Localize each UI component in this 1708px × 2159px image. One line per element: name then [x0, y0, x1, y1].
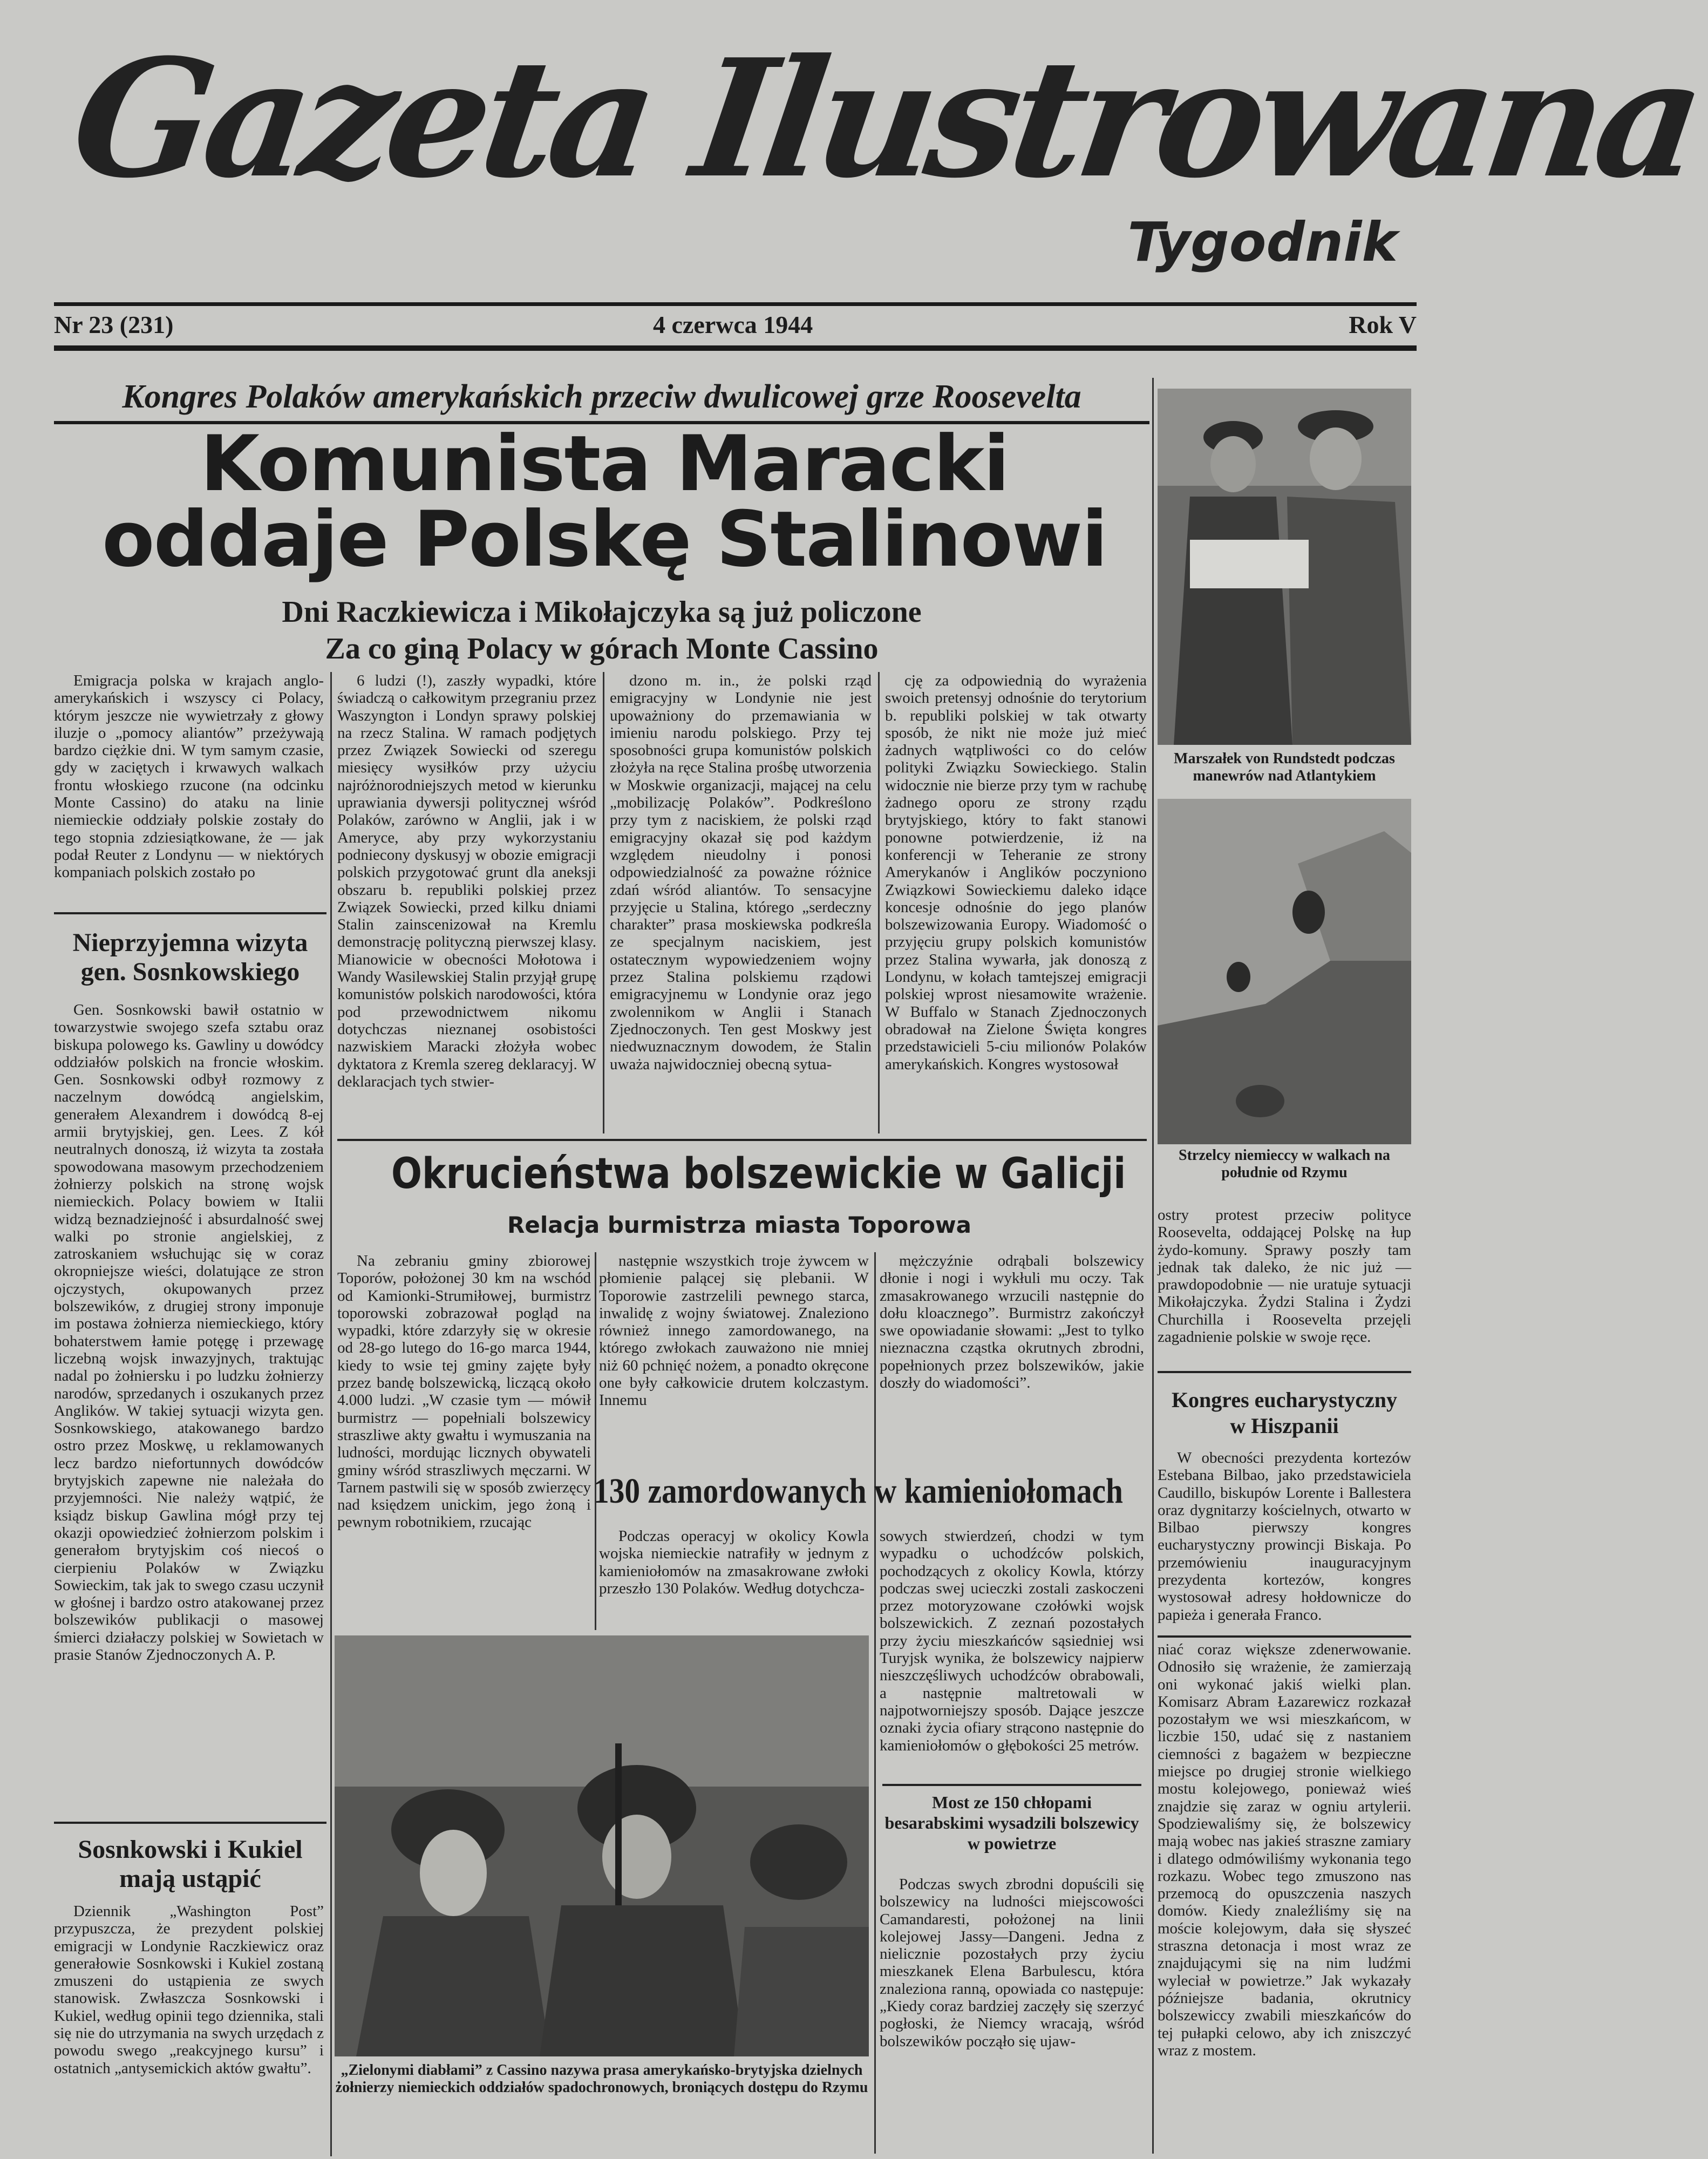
lead-kicker: Kongres Polaków amerykańskich przeciw dwulicowej grze Roosevelta [54, 378, 1149, 424]
riflemen-caption: Strzelcy niemieccy w walkach na południe od Rzymu [1179, 1147, 1390, 1181]
paratroopers-photo [335, 1635, 869, 2056]
kukiel-body: Dziennik „Washington Post” przypuszcza, że prezydent polskiej emigracji w Londynie Raczkiewicz oraz generałowie Sosnkowski i Kukiel zostaną zmuszeni do ustąpienia ze swych stanowisk. Zwłaszcza Sosnkowski i Kukiel, według opinii tego dziennika, stali się nie do utrzymania na swych urzędach z powodu swego „reakcyjnego kursu” i ostatnich „antysemickich aktów gwałtu”. [54, 1903, 324, 2077]
column-divider [603, 672, 604, 1133]
rundstedt-photo [1158, 389, 1411, 745]
lead-headline [54, 419, 1155, 588]
paratroopers-caption: „Zielonymi diabłami” z Cassino nazywa prasa amerykańsko-brytyjska dzielnych żołnierzy niemieckich oddziałów spadochronowych, broniących dostępu do Rzymu [335, 2062, 868, 2096]
column-divider [330, 672, 332, 2156]
lead-headline-line1: Komunista Maracki [200, 419, 1009, 508]
newspaper-subtitle: Tygodnik [1127, 211, 1398, 274]
column-divider [878, 672, 880, 1133]
lead-continuation: ostry protest przeciw polityce Roosevelta, oddającej Polskę na łup żydo-komuny. Sprawy poszły tam jednak tak daleko, że nic już — prawdopodobnie — nie uratuje sytuacji Mikołajczyka. Żydzi Stalina i Żydzi Churchilla i Roosevelta przejęli zagadnienie polskie w swoje ręce. [1158, 1206, 1411, 1346]
congress-headline: Kongres eucharystyczny w Hiszpanii [1171, 1388, 1398, 1438]
issue-year: Rok V [1349, 311, 1417, 338]
galicia-column-2: następnie wszystkich troje żywcem w płomienie palącej się plebanii. W Toporowie zastrzelili pewnego starca, inwalidę z wojny światowej. Znaleziono również innego zamordowanego, na którego zwłokach zauważono nie mniej niż 60 pchnięć nożem, a ponadto okręcone one były całkowicie drutem kolczastym. Innemu [599, 1252, 869, 1409]
issue-date: 4 czerwca 1944 [653, 311, 813, 338]
kowel-headline: 130 zamordowanych w kamieniołomach [594, 1471, 1123, 1511]
masthead-rule-top [54, 302, 1417, 306]
section-rule [337, 1139, 1147, 1141]
newspaper-title: Gazeta Ilustrowana [62, 23, 1708, 214]
galicia-column-1: Na zebraniu gminy zbiorowej Toporów, położonej 30 km na wschód od Kamionki-Strumiłowej, burmistrz toporowski zobrazował pogląd na wypadki, które zdarzyły się w okresie od 28-go lutego do 16-go marca 1944, kiedy to wsie tej gminy zajęte były przez bandę bolszewicką, liczącą około 4.000 ludzi. „W czasie tym — mówił burmistrz — popełniali bolszewicy straszliwe akty gwałtu i wymuszania na ludności, mordując licznych obywateli gminy wśród straszliwych męczarni. W Tarnem pastwili się w sposób zwierzęcy nad księdzem unickim, jego żoną i pewnym robotnikiem, rzucając [337, 1252, 591, 1531]
lead-column-2: 6 ludzi (!), zaszły wypadki, które świadczą o całkowitym przegraniu przez Waszyngton i Londyn sprawy polskiej na rzecz Stalina. W ramach podjętych przez Związek Sowiecki od szeregu miesięcy wysiłków przy użyciu najróżnorodniejszych metod w kierunku uprawiania dywersji politycznej wśród Polaków, zarówno w Anglii, jak i w Ameryce, aby przy wykorzystaniu podniecony dyskusyj w obozie emigracji polskich przygotować grunt dla aneksji obszaru b. republiki polskiej przez Związek Sowiecki, przed kilku dniami Stalin zainscenizował na Kremlu demonstrację polityczną pierwszej klasy. Mianowicie w obecności Mołotowa i Wandy Wasilewskiej Stalin przyjął grupę komunistów polskich narodowości, która pod przewodnictwem nikomu dotychczas nieznanej osobistości nazwiskiem Maracki złożyła wobec dyktatora z Kremla szereg deklaracyj. W deklaracjach tych stwier- [337, 672, 596, 1090]
lead-subhead-line2: Za co giną Polacy w górach Monte Cassino [325, 632, 879, 666]
galicia-subhead: Relacja burmistrza miasta Toporowa [507, 1212, 971, 1238]
section-rule [1158, 1635, 1411, 1638]
lead-headline-line2: oddaje Polskę Stalinowi [102, 495, 1107, 584]
bridge-headline: Most ze 150 chłopami besarabskimi wysadzili bolszewicy w powietrze [884, 1793, 1139, 1853]
galicia-column-3: mężczyźnie odrąbali bolszewicy dłonie i nogi i wykłuli mu oczy. Tak zmasakrowanego wrzucili następnie do dołu kloacznego”. Burmistrz zakończył swe opowiadanie słowami: „Jest to tylko nieznaczna cząstka okrutnych zbrodni, popełnionych przez bolszewików, jakie doszły do wiadomości”. [880, 1252, 1144, 1392]
issue-number: Nr 23 (231) [54, 311, 174, 338]
kowel-column-1: Podczas operacyj w okolicy Kowla wojska niemieckie natrafiły w jednym z kamieniołomów na zmasakrowane zwłoki przeszło 130 Polaków. Według dotychcza- [599, 1527, 869, 1597]
kukiel-headline: Sosnkowski i Kukiel mają ustąpić [78, 1835, 303, 1893]
masthead [62, 16, 1708, 308]
section-rule [882, 1784, 1141, 1786]
masthead-rule-bottom [54, 345, 1417, 351]
section-rule [54, 912, 326, 914]
sosnkowski-headline: Nieprzyjemna wizyta gen. Sosnkowskiego [72, 928, 308, 986]
column-divider [874, 1252, 876, 2154]
lead-subhead-line1: Dni Raczkiewicza i Mikołajczyka są już policzone [282, 595, 922, 629]
issue-info-row [54, 310, 1417, 343]
congress-body: W obecności prezydenta kortezów Estebana Bilbao, jako przedstawiciela Caudillo, biskupów Lorente i Ballestera oraz dygnitarzy kościelnych, otwarto w Bilbao pierwszy kongres eucharystyczny prowincji Biskaja. Po przemówieniu inauguracyjnym prezydenta kortezów, kongres wystosował adresy hołdownicze do papieża i generała Franco. [1158, 1449, 1411, 1624]
section-rule [54, 1822, 326, 1824]
lead-subhead [54, 594, 1149, 669]
section-rule [1158, 1371, 1411, 1373]
sosnkowski-body: Gen. Sosnkowski bawił ostatnio w towarzystwie swojego szefa sztabu oraz biskupa polowego ks. Gawliny u dowódcy oddziałów polskich na froncie włoskim. Gen. Sosnkowski odbył rozmowy z naczelnym dowódcą angielskim, generałem Alexandrem i dowódcą 8-ej armii brytyjskiej, gen. Lees. Z kół neutralnych donoszą, iż wizyta ta została spowodowana masowym przechodzeniem żołnierzy polskich na stronę wojsk niemieckich. Polacy bowiem w Italii widzą beznadziejność i absurdalność swej walki po stronie angielskiej, z zatroskaniem wsłuchując się w coraz okropniejsze wieści, dolatujące ze stron ojczystych, okupowanych przez bolszewików, z drugiej strony imponuje im postawa żołnierza niemieckiego, który bohaterstwem łamie potęgę i przewagę liczebną wojsk inwazyjnych, traktując nadal po żołniersku i po ludzku żołnierzy narodów, sprzedanych i oszukanych przez Anglików. W takiej sytuacji wizyta gen. Sosnkowskiego, atakowanego bardzo ostro przez Moskwę, u reklamowanych lecz bardzo niefortunnych dowódców brytyjskich zapewne nie należała do przyjemności. Nie należy wątpić, że ksiądz biskup Gawlina mógł przy tej okazji opowiedzieć żołnierzom polskim i generałom brytyjskim coś niecoś o cierpieniu Polaków w Związku Sowieckim, tak jak to swego czasu uczynił w głośnej i bardzo ostro atakowanej przez bolszewików publikacji o masowej śmierci działaczy polskiej w Sowietach w prasie Stanów Zjednoczonych A. P. [54, 1001, 324, 1664]
rundstedt-caption: Marszałek von Rundstedt podczas manewrów nad Atlantykiem [1174, 750, 1395, 784]
column-divider [595, 1252, 596, 1630]
bridge-column-2: niać coraz większe zdenerwowanie. Odnosiło się wrażenie, że zamierzają oni wykonać jakiś wielki plan. Komisarz Abram Łazarewicz rozkazał pozostałym we wsi mieszkańcom, w liczbie 150, udać się z nastaniem ciemności z bagażem w bezpieczne miejsce po drugiej stronie wielkiego mostu kolejowego, ponieważ wieś znajdzie się zaraz w ogniu artylerii. Spodziewaliśmy się, że bolszewicy mają wobec nas jakieś straszne zamiary i dlatego odmówiliśmy wykonania tego rozkazu. Wobec tego zmuszono nas przemocą do opuszczenia naszych domów. Kiedy znaleźliśmy się na moście kolejowym, dała się słyszeć straszna detonacja i most wraz ze znajdującymi się na nim ludźmi wyleciał w powietrze.” Jak wykazały późniejsze badania, okrutnicy bolszewiccy zwabili mieszkańców do tej pułapki celowo, aby ich zniszczyć wraz z mostem. [1158, 1641, 1411, 2059]
riflemen-photo [1158, 799, 1411, 1144]
kowel-column-2: sowych stwierdzeń, chodzi w tym wypadku o uchodźców polskich, pochodzących z okolicy Kowla, którzy podczas swej ucieczki zostali zaskoczeni przez motoryzowane czołówki wojsk bolszewickich. Z zeznań pozostałych przy życiu mieszkańców sąsiedniej wsi Turyjsk wynika, że bolszewicy najpierw nieszczęśliwych uchodźców obrabowali, a następnie maltretowali w najpotworniejszy sposób. Dające jeszcze oznaki życia ofiary strącono następnie do kamieniołomów o głębokości 25 metrów. [880, 1527, 1144, 1754]
bridge-column-1: Podczas swych zbrodni dopuścili się bolszewicy na ludności miejscowości Camandaresti, położonej na linii kolejowej Jassy—Dangeni. Jedna z nielicznie pozostałych przy życiu mieszkanek Elena Barbulescu, która znaleziona ranną, opowiada co następuje: „Kiedy coraz bardziej zaczęły się szerzyć pogłoski, że Niemcy wracają, wśród bolszewików począło się ujaw- [880, 1876, 1144, 2050]
galicia-headline: Okrucieństwa bolszewickie w Galicji [391, 1150, 1126, 1198]
lead-column-3: dzono m. in., że polski rząd emigracyjny w Londynie nie jest upoważniony do przemawiania w imieniu narodu polskiego. Przy tej sposobności grupa komunistów polskich złożyła na ręce Stalina prośbę utworzenia w Moskwie organizacji, mającej na celu „mobilizację Polaków”. Podkreślono przy tym z naciskiem, że polski rząd emigracyjny okazał się pod każdym względem nieudolny i ponosi odpowiedzialność za poważne różnice zdań wśród aliantów. To sensacyjne przyjęcie u Stalina, którego „serdeczny charakter” prasa moskiewska podkreśla ze specjalnym naciskiem, jest ostatecznym wypowiedzeniem wojny przez Stalina polskiemu rządowi emigracyjnemu w Londynie oraz jego zwolennikom w Anglii i Stanach Zjednoczonych. Ten gest Moskwy jest niedwuznacznym dowodem, że Stalin uważa najwidoczniej obecną sytua- [610, 672, 872, 1073]
lead-column-1: Emigracja polska w krajach anglo-amerykańskich i wszyscy ci Polacy, którym jeszcze nie wywietrzały z głowy iluzje o „pomocy aliantów” przeżywają bardzo ciężkie dni. W tym samym czasie, gdy w zaciętych i krwawych walkach frontu włoskiego rzucone (na odcinku Monte Cassino) do ataku na linie niemieckie oddziały polskie zostały do tego stopnia zdziesiątkowane, że — jak podał Reuter z Londynu — w niektórych kompaniach polskich zostało po [54, 672, 324, 881]
lead-column-4: cję za odpowiednią do wyrażenia swoich pretensyj odnośnie do terytorium b. republiki polskiej w tak otwarty sposób, że nikt nie może już mieć żadnych wątpliwości co do celów polityki Związku Sowieckiego. Stalin widocznie nie bierze przy tym w rachubę żadnego oporu ze strony rządu brytyjskiego, który to fakt stanowi ponowne potwierdzenie, iż na konferencji w Teheranie ze strony Amerykanów i Anglików poczyniono Związkowi Sowieckiemu daleko idące koncesje odnośnie do jego planów bolszewizowania Europy. Wiadomość o przyjęciu grupy polskich komunistów przez Stalina wywarła, jak donoszą z Londynu, w kołach tamtejszej emigracji polskiej wprost niesamowite wrażenie. W Buffalo w Stanach Zjednoczonych obradował na Zielone Święta kongres przedstawicieli 5-ciu milionów Polaków amerykańskich. Kongres wystosował [885, 672, 1147, 1073]
column-divider [1152, 378, 1154, 2154]
